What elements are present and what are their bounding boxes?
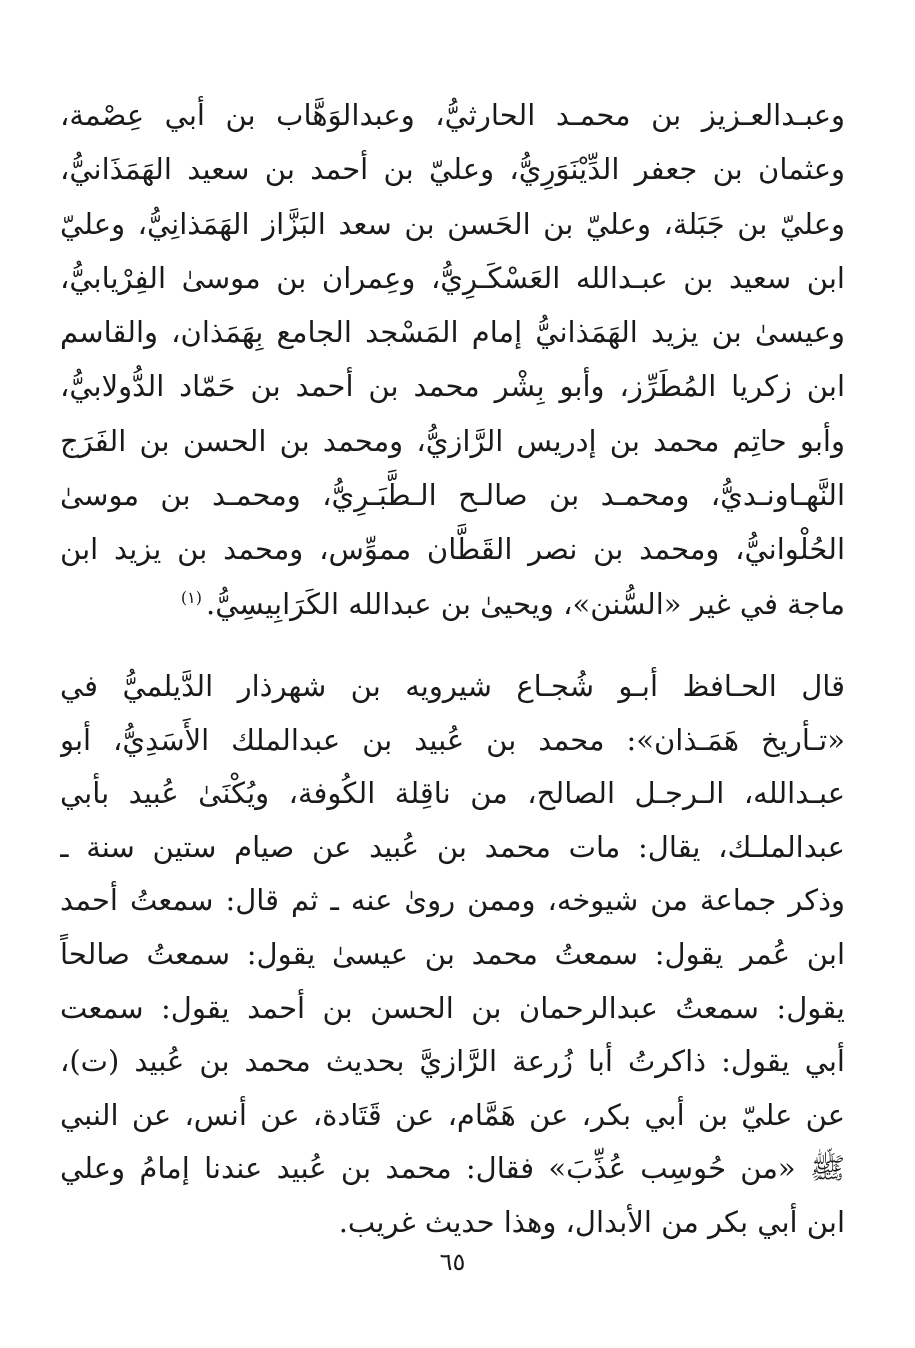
text-line-content: ماجة في غير «السُّنن»، ويحيىٰ بن عبدالله الكَرَابِيسِيُّ. [206,586,845,621]
text-line: «تـأريخ هَمَـذان»: محمد بن عُبيد بن عبدالملك الأَسَدِيُّ، أبو [60,722,845,757]
footnote-reference: (١) [180,588,202,608]
text-line: وعيسىٰ بن يزيد الهَمَذانيُّ إمام المَسْجد الجامع بِهَمَذان، والقاسم [60,315,845,350]
page-number: ٦٥ [439,1248,466,1276]
text-line: وعليّ بن جَبَلة، وعليّ بن الحَسن بن سعد البَزَّاز الهَمَذانِيُّ، وعليّ [60,206,845,241]
text-line-last: ابن أبي بكر من الأبدال، وهذا حديث غريب. [338,1204,845,1239]
text-line: أبي يقول: ذاكرتُ أبا زُرعة الرَّازيَّ بحديث محمد بن عُبيد (ت)، [60,1044,845,1079]
text-line: عبدالملـك، يقال: مات محمد بن عُبيد عن صيام ستين سنة ـ [60,829,845,864]
text-line: الحُلْوانيُّ، ومحمد بن نصر القَطَّان مموِّس، ومحمد بن يزيد ابن [60,532,845,567]
text-line: ابن عُمر يقول: سمعتُ محمد بن عيسىٰ يقول: سمعتُ صالحاً [60,936,845,971]
text-line: ابن زكريا المُطَرِّز، وأبو بِشْر محمد بن أحمد بن حَمّاد الدُّولابيُّ، [60,369,845,404]
text-line: عن عليّ بن أبي بكر، عن هَمَّام، عن قَتَادة، عن أنس، عن النبي [60,1097,845,1132]
text-line: ابن سعيد بن عبـدالله العَسْكَـرِيُّ، وعِمران بن موسىٰ الفِرْيابيُّ، [60,260,845,295]
text-line: وأبو حاتِم محمد بن إدريس الرَّازيُّ، ومحمد بن الحسن بن الفَرَج [60,423,845,458]
paragraph-narrators-list [60,88,845,631]
text-line: عبـدالله، الـرجـل الصالح، من ناقِلة الكُوفة، ويُكْنَىٰ عُبيد بأبي [60,776,845,811]
text-line: وعبـدالعـزيز بن محمـد الحارثيُّ، وعبدالوَهَّاب بن أبي عِصْمة، [60,98,845,132]
text-line: وذكر جماعة من شيوخه، وممن روىٰ عنه ـ ثم قال: سمعتُ أحمد [60,883,845,918]
text-line: ﷺ «من حُوسِب عُذِّبَ» فقال: محمد بن عُبيد عندنا إمامُ وعلي [60,1151,845,1186]
text-line: وعثمان بن جعفر الدِّيْنَوَرِيُّ، وعليّ بن أحمد بن سعيد الهَمَذَانيُّ، [60,152,845,187]
text-line: يقول: سمعتُ عبدالرحمان بن الحسن بن أحمد يقول: سمعت [60,990,845,1025]
text-line: النَّهـاونـديُّ، ومحمـد بن صالـح الـطَّبَـرِيُّ، ومحمـد بن موسىٰ [60,478,845,513]
text-line-last [60,577,845,631]
book-page [60,0,845,1348]
text-line: قال الحـافظ أبـو شُجـاع شيرويه بن شهرذار الدَّيلميُّ في [60,669,845,703]
paragraph-quote [60,660,845,1250]
